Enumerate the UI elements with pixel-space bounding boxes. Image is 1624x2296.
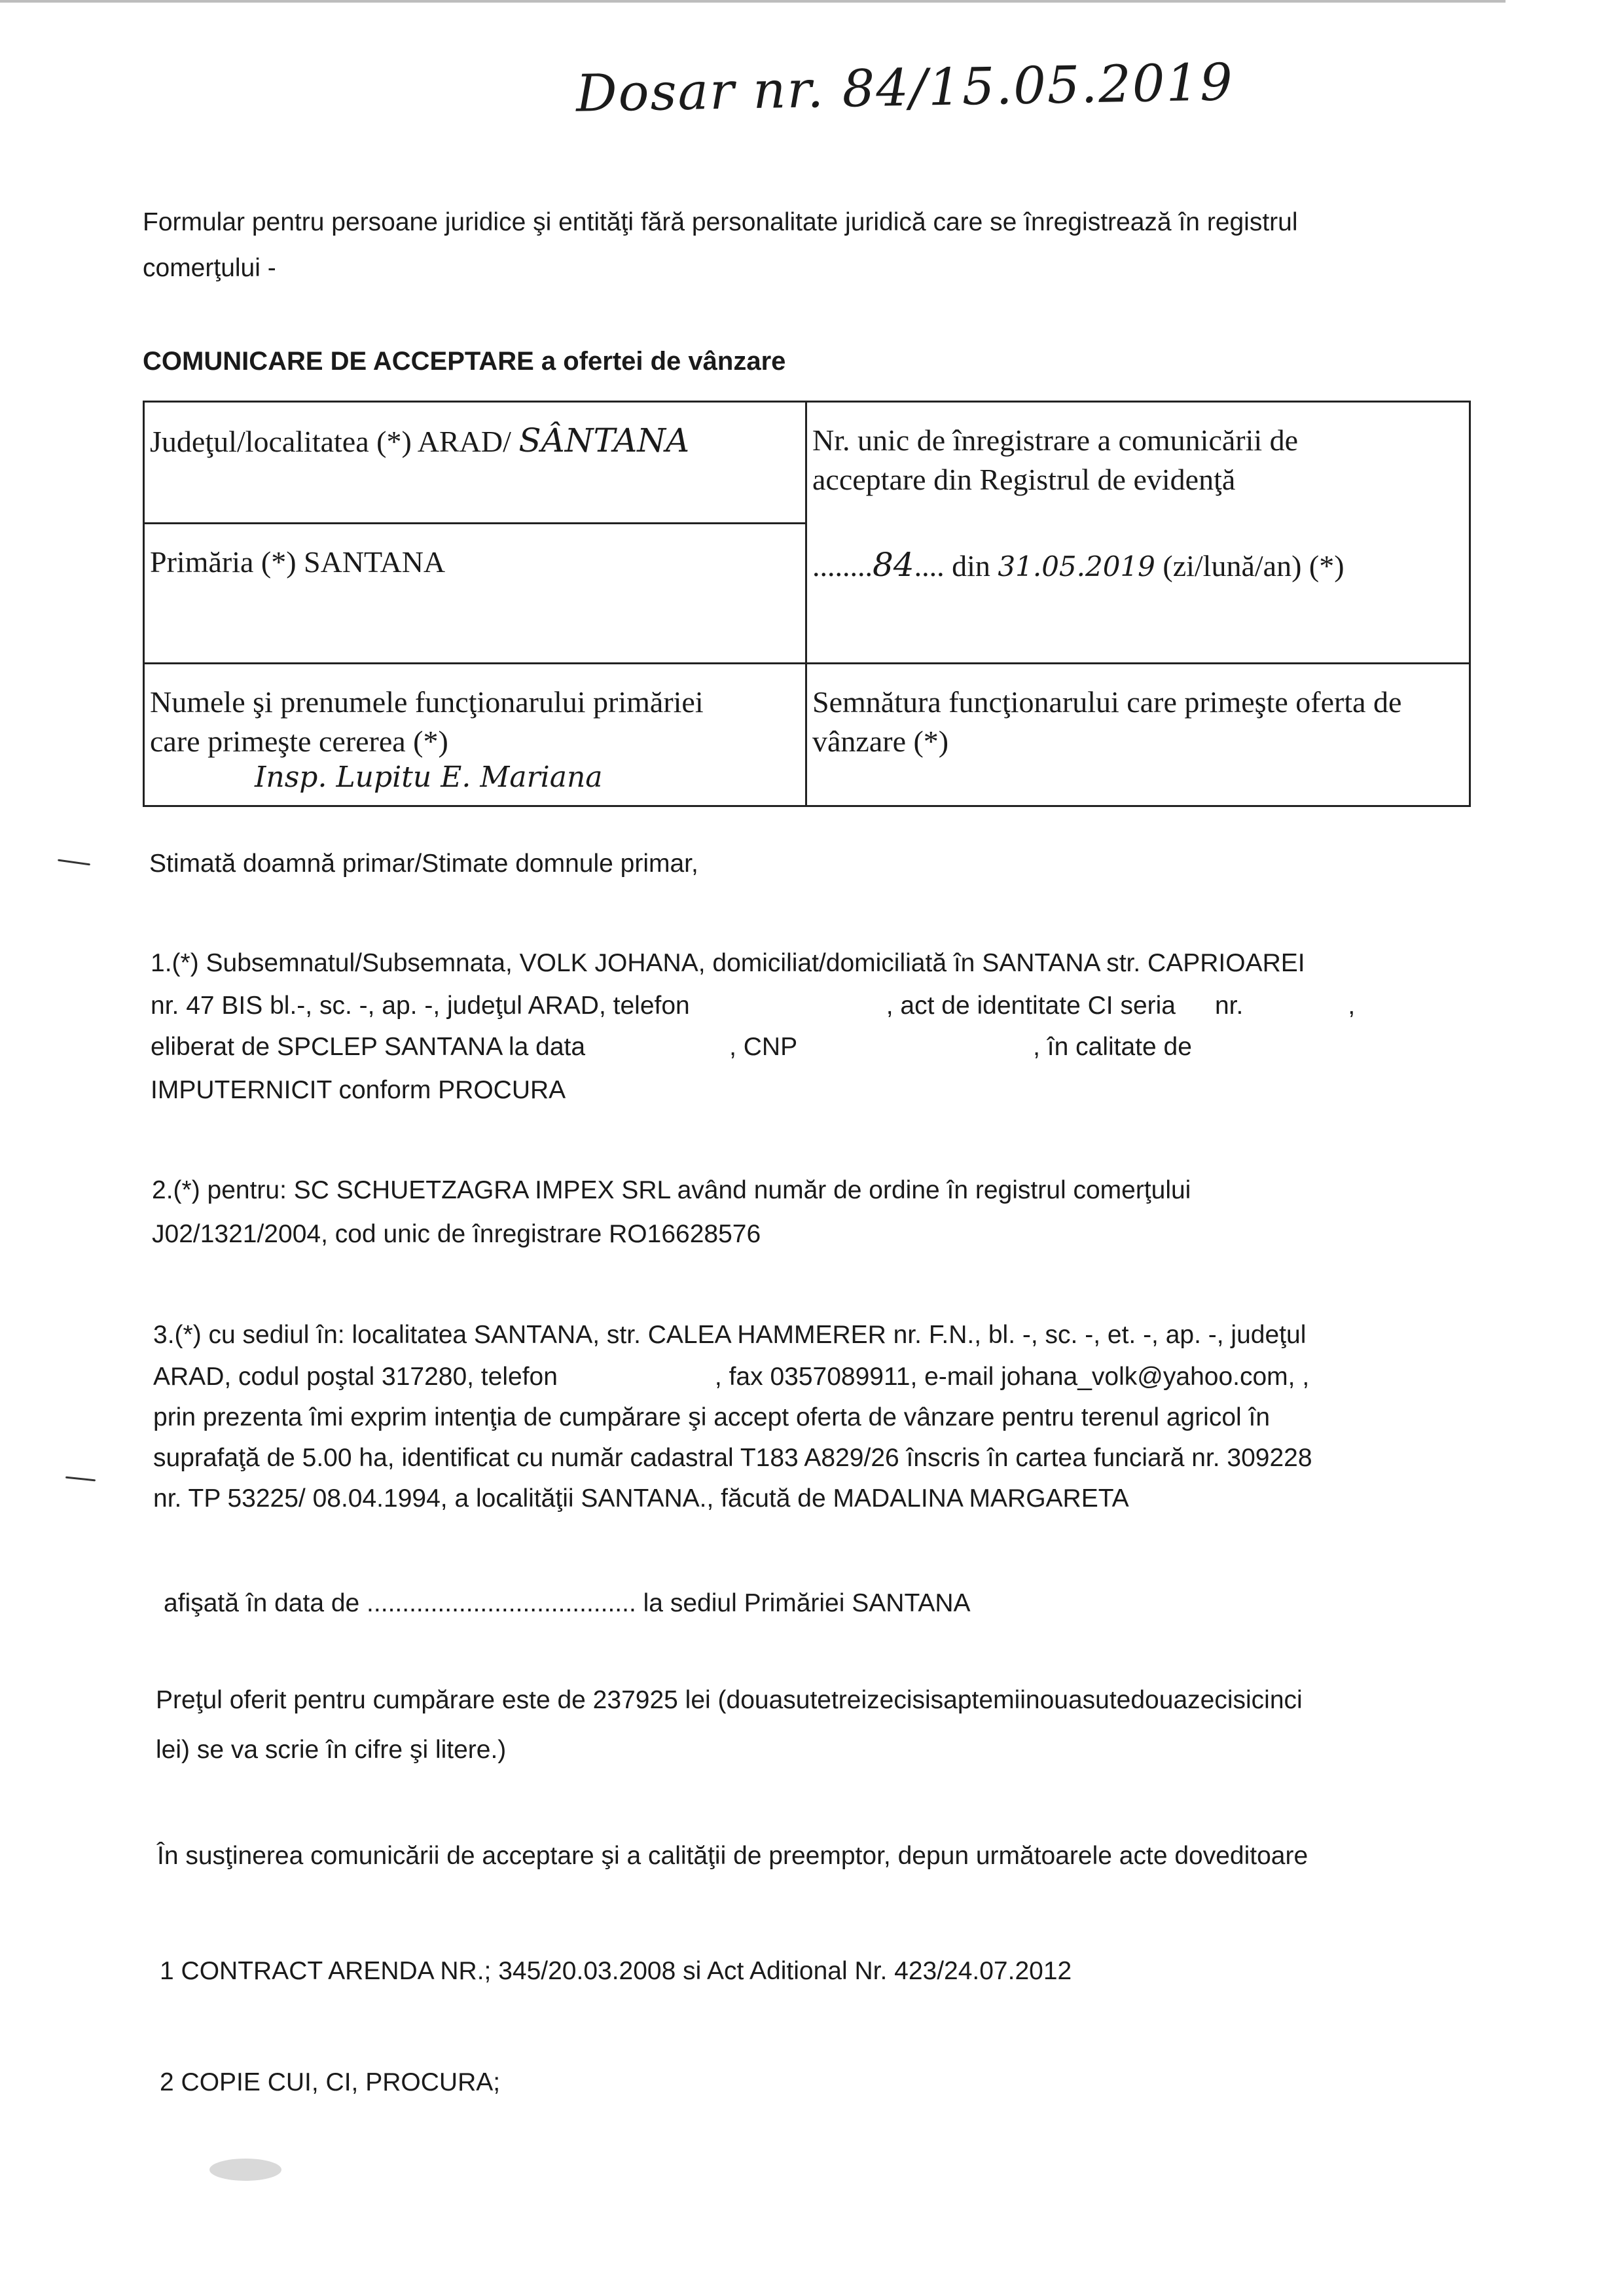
p3-l2-b: , fax 0357089911, e-mail johana_volk@yahoo.com, ,: [714, 1363, 1310, 1391]
form-title-cont: comerţului -: [143, 254, 276, 282]
price-line-2: lei) se va scrie în cifre şi litere.): [156, 1736, 507, 1764]
price-line-1: Preţul oferit pentru cumpărare este de 237925 lei (douasutetreizecisisaptemiinouasutedouazecisicinci: [156, 1686, 1303, 1714]
p1-l2-a: nr. 47 BIS bl.-, sc. -, ap. -, judeţul ARAD, telefon: [151, 992, 690, 1020]
signature-label-1: Semnătura funcţionarului care primeşte oferta de: [812, 685, 1402, 719]
supporting-docs-intro: În susţinerea comunicării de acceptare şi a calităţii de preemptor, depun următoarele acte doveditoare: [157, 1842, 1308, 1870]
p1-l3-a: eliberat de SPCLEP SANTANA la data: [151, 1033, 586, 1061]
p1-l2-d: ,: [1348, 992, 1356, 1020]
paragraph-1-line-3: [151, 1033, 1192, 1062]
county-locality-cell: [144, 402, 806, 524]
paragraph-1-line-1: 1.(*) Subsemnatul/Subsemnata, VOLK JOHANA, domiciliat/domiciliată în SANTANA str. CAPRIOAREI: [151, 949, 1305, 977]
city-hall-label: Primăria (*): [150, 545, 297, 579]
official-name-cell: [144, 664, 806, 806]
unique-number-label-1: Nr. unic de înregistrare a comunicării de: [812, 423, 1299, 457]
margin-mark: [65, 1477, 96, 1482]
county-label: Judeţul/localitatea (*): [150, 425, 412, 458]
top-border: [0, 0, 1506, 3]
registration-date-handwritten: 31.05.2019: [998, 550, 1155, 583]
paragraph-1-line-2: [151, 992, 1355, 1020]
locality-handwritten: SÂNTANA: [518, 422, 690, 459]
official-signature-cell: [806, 664, 1470, 806]
registration-date-suffix: (zi/lună/an) (*): [1163, 549, 1344, 583]
official-name-label-2: care primeşte cererea (*): [150, 725, 448, 758]
salutation: Stimată doamnă primar/Stimate domnule primar,: [149, 850, 698, 878]
paragraph-3-line-3: prin prezenta îmi exprim intenţia de cumpărare şi accept oferta de vânzare pentru terenul agricol în: [153, 1403, 1271, 1431]
signature-label-2: vânzare (*): [812, 725, 949, 758]
paragraph-2-line-1: 2.(*) pentru: SC SCHUETZAGRA IMPEX SRL având număr de ordine în registrul comerţului: [152, 1176, 1191, 1204]
paragraph-3-line-4: suprafaţă de 5.00 ha, identificat cu număr cadastral T183 A829/26 înscris în cartea funciară nr. 309228: [153, 1444, 1312, 1472]
paragraph-3-line-1: 3.(*) cu sediul în: localitatea SANTANA, str. CALEA HAMMERER nr. F.N., bl. -, sc. -, et. -, ap. -, judeţul: [153, 1321, 1307, 1349]
p1-l3-b: , CNP: [729, 1033, 798, 1061]
official-name-handwritten: Insp. Lupitu E. Mariana: [255, 761, 603, 794]
city-hall-value: SANTANA: [304, 545, 446, 579]
city-hall-cell: [144, 524, 806, 664]
p1-l2-c: nr.: [1214, 992, 1244, 1020]
county-value: ARAD/: [417, 425, 511, 458]
scan-smudge: [209, 2159, 281, 2181]
unique-number-label-2: acceptare din Registrul de evidenţă: [812, 463, 1236, 496]
display-date-line: afişată în data de ...................................... la sediul Primăriei SANTANA: [164, 1589, 971, 1617]
official-name-label-1: Numele şi prenumele funcţionarului primăriei: [150, 685, 704, 719]
supporting-doc-1: 1 CONTRACT ARENDA NR.; 345/20.03.2008 si Act Aditional Nr. 423/24.07.2012: [160, 1957, 1072, 1985]
document-heading: COMUNICARE DE ACCEPTARE a ofertei de vânzare: [143, 347, 786, 376]
registration-number-handwritten: 84: [873, 546, 914, 584]
form-title: Formular pentru persoane juridice şi entităţi fără personalitate juridică care se înregistrează în registrul: [143, 208, 1298, 236]
paragraph-3-line-5: nr. TP 53225/ 08.04.1994, a localităţii SANTANA., făcută de MADALINA MARGARETA: [153, 1484, 1129, 1513]
unique-number-cell: Nr. unic de înregistrare a comunicării de acceptare din Registrul de evidenţă ........84.... din 31.05.2019 (zi/lună/an) (*): [806, 402, 1470, 664]
paragraph-2-line-2: J02/1321/2004, cod unic de înregistrare RO16628576: [152, 1220, 761, 1248]
p1-l2-b: , act de identitate CI seria: [886, 992, 1176, 1020]
supporting-doc-2: 2 COPIE CUI, CI, PROCURA;: [160, 2068, 501, 2096]
p3-l2-a: ARAD, codul poştal 317280, telefon: [153, 1363, 558, 1391]
p1-l3-c: , în calitate de: [1033, 1033, 1192, 1061]
handwritten-file-number: Dosar nr. 84/15.05.2019: [575, 53, 1235, 124]
paragraph-1-line-4: IMPUTERNICIT conform PROCURA: [151, 1076, 566, 1104]
registration-din: din: [952, 549, 990, 583]
paragraph-3-line-2: [153, 1363, 1309, 1391]
registration-table: [143, 401, 1471, 807]
margin-mark: [58, 859, 90, 866]
